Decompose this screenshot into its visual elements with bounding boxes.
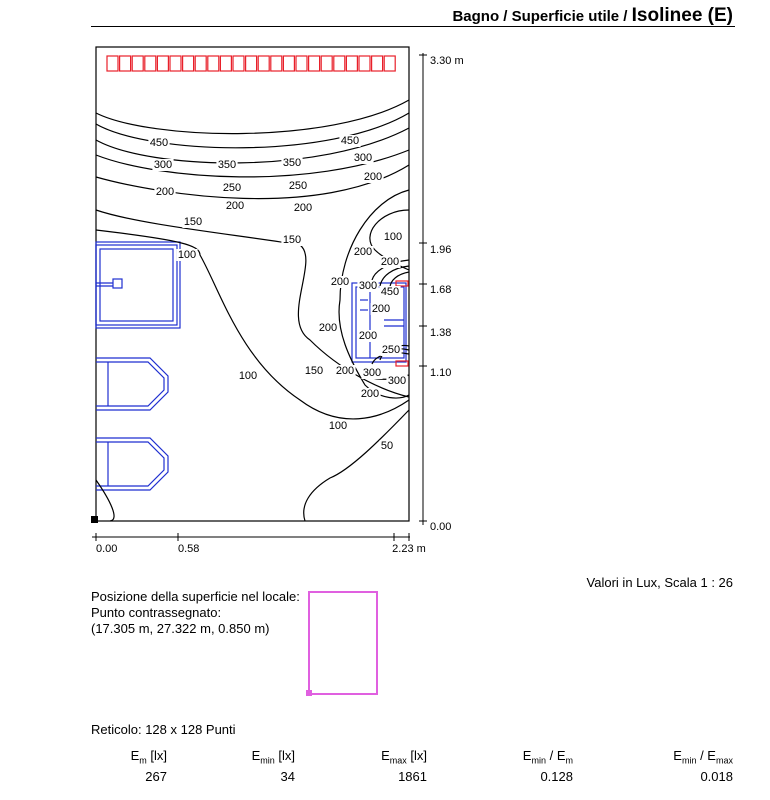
stat-emin-em [523,748,573,784]
contour-label: 200 [318,321,338,334]
contour-label: 350 [282,156,302,169]
luminaire-box [132,56,143,71]
contour-label: 200 [293,201,313,214]
luminaire-box [271,56,282,71]
luminaire-box [220,56,231,71]
width-label: 0.58 [178,542,200,555]
contour-label: 450 [380,285,400,298]
contour-label: 200 [380,255,400,268]
stat-emin-em-value: 0.128 [540,768,573,784]
luminaire-box [233,56,244,71]
contour-label: 250 [288,179,308,192]
stat-em-label: $E_m$ [lx] [130,748,167,766]
contour-label: 200 [360,387,380,400]
contour-label-layer [148,135,407,452]
contour-label: 450 [340,134,360,147]
contour-label: 150 [304,364,324,377]
contour-label: 200 [330,275,350,288]
contour-label: 100 [328,419,348,432]
contour-label: 200 [155,185,175,198]
luminaire-box [195,56,206,71]
stat-emin-emax [673,748,733,784]
stat-emin-emax-value: 0.018 [700,768,733,784]
stat-emin [252,748,295,784]
luminaire-box [384,56,395,71]
stat-emax-value: 1861 [398,768,427,784]
stat-emax-label: $E_{max}$ [lx] [381,748,427,766]
luminaire-box [296,56,307,71]
luminaire-strip [107,56,395,71]
height-label: 1.10 [430,366,452,379]
stat-emin-emax-label: $E_{min} / E_{max}$ [673,748,733,766]
marked-point-label: Punto contrassegnato: [91,605,222,620]
height-label: 1.68 [430,283,452,296]
contour-label: 50 [380,439,394,452]
width-label: 0.00 [96,542,118,555]
contour-label: 100 [238,369,258,382]
luminaire-box [309,56,320,71]
scale-note: Valori in Lux, Scala 1 : 26 [586,575,733,590]
contour-label: 100 [383,230,403,243]
height-label: 3.30 m [430,54,464,67]
luminaire-box [359,56,370,71]
contour-label: 300 [387,374,407,387]
contour-label: 200 [371,302,391,315]
luminaire-box [183,56,194,71]
contour-label: 150 [282,233,302,246]
height-label: 1.38 [430,326,452,339]
luminaire-box [145,56,156,71]
luminaire-box [120,56,131,71]
luminaire-box [208,56,219,71]
height-label-layer [430,55,464,533]
contour-label: 200 [353,245,373,258]
luminaire-box [246,56,257,71]
contour-label: 300 [362,366,382,379]
height-dimension [419,53,427,525]
position-label: Posizione della superficie nel locale: [91,589,300,604]
width-dimension [92,533,410,541]
contour-label: 100 [177,248,197,261]
luminaire-box [170,56,181,71]
grid-info: Reticolo: 128 x 128 Punti [91,722,236,737]
room-location-map [306,592,377,696]
contour-label: 450 [149,136,169,149]
contour-label: 300 [153,158,173,171]
luminaire-box [107,56,118,71]
width-label: 2.23 m [392,542,426,555]
stat-emax [381,748,427,784]
breadcrumb: Bagno / Superficie utile / [452,8,632,25]
contour-label: 350 [217,158,237,171]
luminaire-box [321,56,332,71]
contour-label: 300 [358,279,378,292]
contour-label: 150 [183,215,203,228]
luminaire-box [334,56,345,71]
luminaire-box [283,56,294,71]
contour-label: 200 [335,364,355,377]
stat-emin-em-label: $E_{min} / E_m$ [522,748,573,766]
height-label: 0.00 [430,520,452,533]
contour-label: 200 [358,329,378,342]
reference-point [91,516,98,523]
contour-label: 250 [381,343,401,356]
stat-em [131,748,167,784]
basin-upper [96,358,168,410]
stat-emin-value: 34 [280,768,295,784]
stat-emin-label: $E_{min}$ [lx] [251,748,295,766]
contour-label: 200 [363,170,383,183]
shower-tray [96,242,180,328]
marked-point-coords: (17.305 m, 27.322 m, 0.850 m) [91,621,270,636]
contour-label: 250 [222,181,242,194]
width-label-layer [96,543,426,555]
contour-label: 300 [353,151,373,164]
luminaire-box [372,56,383,71]
basin-lower [96,438,168,490]
height-label: 1.96 [430,243,452,256]
stat-em-value: 267 [145,768,167,784]
luminaire-box [157,56,168,71]
contour-label: 200 [225,199,245,212]
luminaire-box [346,56,357,71]
view-title: Isolinee (E) [631,5,733,26]
luminaire-box [258,56,269,71]
